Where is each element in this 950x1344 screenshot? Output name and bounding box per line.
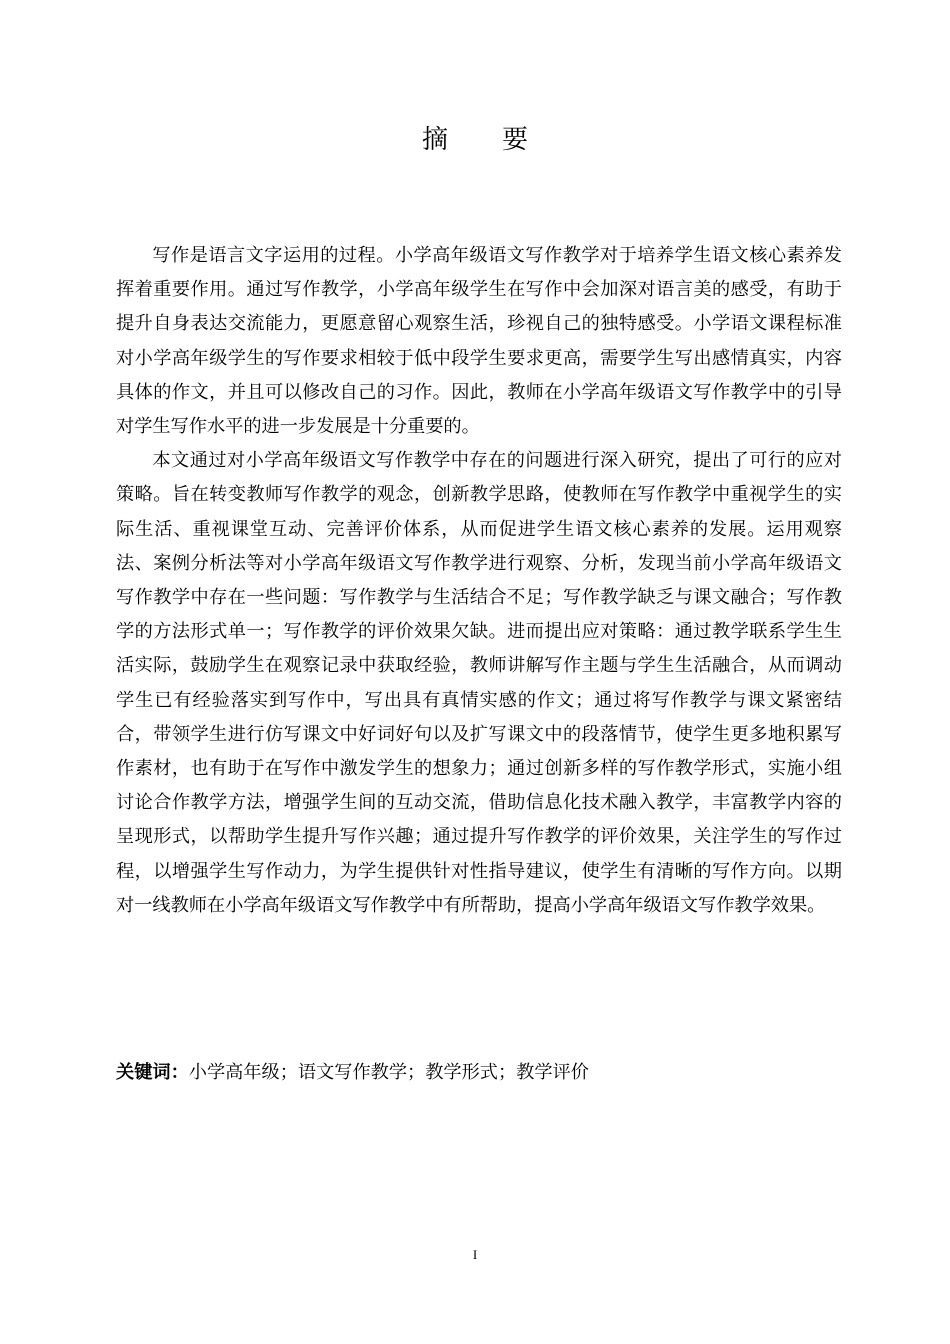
abstract-body	[116, 239, 842, 923]
keywords-line	[116, 1056, 842, 1090]
abstract-paragraph-1: 写作是语言文字运用的过程。小学高年级语文写作教学对于培养学生语文核心素养发挥着重要作用。通过写作教学，小学高年级学生在写作中会加深对语言美的感受，有助于提升自身表达交流能力，更愿意留心观察生活，珍视自己的独特感受。小学语文课程标准对小学高年级学生的写作要求相较于低中段学生要求更高，需要学生写出感情真实，内容具体的作文，并且可以修改自己的习作。因此，教师在小学高年级语文写作教学中的引导对学生写作水平的进一步发展是十分重要的。	[116, 245, 842, 438]
page-number: I	[472, 1247, 478, 1262]
abstract-paragraph-2: 本文通过对小学高年级语文写作教学中存在的问题进行深入研究，提出了可行的应对策略。旨在转变教师写作教学的观念，创新教学思路，使教师在写作教学中重视学生的实际生活、重视课堂互动、完善评价体系，从而促进学生语文核心素养的发展。运用观察法、案例分析法等对小学高年级语文写作教学进行观察、分析，发现当前小学高年级语文写作教学中存在一些问题：写作教学与生活结合不足；写作教学缺乏与课文融合；写作教学的方法形式单一；写作教学的评价效果欠缺。进而提出应对策略：通过教学联系学生生活实际，鼓励学生在观察记录中获取经验，教师讲解写作主题与学生生活融合，从而调动学生已有经验落实到写作中，写出具有真情实感的作文；通过将写作教学与课文紧密结合，带领学生进行仿写课文中好词好句以及扩写课文中的段落情节，使学生更多地积累写作素材，也有助于在写作中激发学生的想象力；通过创新多样的写作教学形式，实施小组讨论合作教学方法，增强学生间的互动交流，借助信息化技术融入教学，丰富教学内容的呈现形式，以帮助学生提升写作兴趣；通过提升写作教学的评价效果，关注学生的写作过程，以增强学生写作动力，为学生提供针对性指导建议，使学生有清晰的写作方向。以期对一线教师在小学高年级语文写作教学中有所帮助，提高小学高年级语文写作教学效果。	[116, 450, 842, 916]
page-title: 摘 要	[421, 125, 542, 155]
keywords-text: 小学高年级；语文写作教学；教学形式；教学评价	[188, 1062, 589, 1083]
keywords-label: 关键词：	[116, 1062, 189, 1083]
